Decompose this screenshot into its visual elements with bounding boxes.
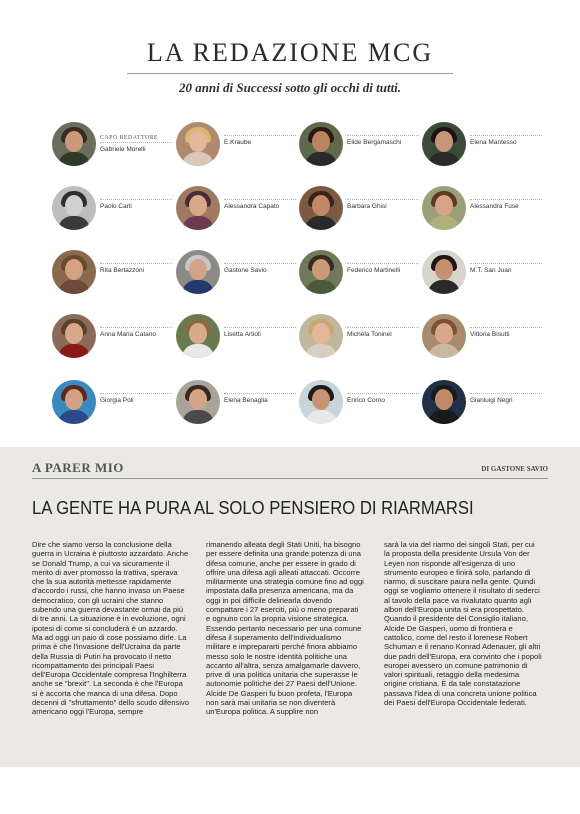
dotted-divider (470, 327, 542, 328)
staff-member (176, 122, 300, 168)
staff-member (299, 380, 423, 426)
staff-name: Giorgia Poli (100, 397, 134, 404)
avatar-face (435, 389, 453, 410)
dotted-divider (347, 327, 419, 328)
staff-member (422, 314, 546, 360)
section-title: A PARER MIO (32, 460, 124, 475)
dotted-divider (347, 393, 419, 394)
avatar-body (58, 152, 90, 166)
page-title: LA REDAZIONE MCG (146, 38, 434, 67)
staff-text (470, 393, 542, 405)
avatar (176, 314, 220, 358)
avatar-face (189, 389, 207, 410)
article-column-3: sarà la via del riarmo dei singoli Stati, per cui la proposta della presidente Ursula Von der Leyen non risponde all'esigenza di uno strumento europeo e finirà solo, parlando di riarmo, di suscitare paura nella gente. Quindi oggi se vogliamo ottenere il risultato di sederci al tavolo della pace va rivalutato quanto agli albori dell'Europa unita si era prospettato. Quando il presidente del Consiglio italiano, Alcide De Gasperi, uomo di frontiera e cattolico, come del resto il lorenese Robert Schuman e il renano Konrad Adenauer, gli altri due padri dell'Europa, era convinto che i popoli europei avessero un comune patrimonio di valori spirituali, retaggio della medesima origine cristiana. È da tale constatazione passava l'idea di una concreta unione politica dei Paesi dell'Europa Occidentale federati. (384, 540, 542, 708)
dotted-divider (100, 263, 172, 264)
staff-text (224, 263, 296, 275)
staff-name: Enrico Corno (347, 397, 385, 404)
dotted-divider (100, 142, 172, 143)
staff-name: Barbara Ghisi (347, 203, 387, 210)
dotted-divider (347, 263, 419, 264)
avatar-body (428, 344, 460, 358)
avatar-body (428, 216, 460, 230)
staff-member (422, 380, 546, 426)
avatar (176, 186, 220, 230)
avatar-face (189, 131, 207, 152)
avatar-body (428, 280, 460, 294)
avatar-face (189, 323, 207, 344)
staff-text (347, 199, 419, 211)
avatar (52, 122, 96, 166)
avatar-face (312, 389, 330, 410)
avatar (299, 122, 343, 166)
staff-name: Alessandra Fuse (470, 203, 519, 210)
avatar-body (182, 152, 214, 166)
title-divider (127, 73, 453, 74)
staff-text (347, 263, 419, 275)
article-column-2: rimanendo alleata degli Stati Uniti, ha bisogno per essere definita una grande potenza di una difesa comune, anche per essere in grado di offrire una difesa agli alleati attaccati. Occorre militarmente una strategia comune fino ad oggi impostata dalla presenza americana, ma da oggi in poi difficile delinearla dovendo compattare i 27 eserciti, più o meno preparati e ognuno con la propria visione strategica. Essendo pertanto necessario per una comune difesa il superamento dell'individualismo militare e imprepararti perché finora abbiamo messo solo le nostre identità politiche una accanto all'altra, senza amalgamarle davvero, prive di una politica unitaria che superasse le autonomie politiche dei 27 Paesi dell'Unione. Alcide De Gasperi fu buon profeta, l'Europa non sarà mai unitaria se non diventerà un'Europa politica. A supplire non (206, 540, 364, 717)
avatar (422, 122, 466, 166)
staff-member (422, 122, 546, 168)
staff-member (176, 380, 300, 426)
staff-text (100, 134, 172, 154)
dotted-divider (224, 327, 296, 328)
avatar-face (65, 195, 83, 216)
staff-text (224, 393, 296, 405)
avatar-body (428, 152, 460, 166)
avatar-face (189, 195, 207, 216)
avatar (176, 122, 220, 166)
staff-name: Federico Martinelli (347, 267, 401, 274)
staff-name: M.T. San Juan (470, 267, 512, 274)
staff-name: Paolo Carli (100, 203, 132, 210)
staff-text (224, 135, 296, 147)
staff-member (52, 250, 176, 296)
staff-text (100, 263, 172, 275)
avatar-body (428, 410, 460, 424)
avatar-face (189, 259, 207, 280)
staff-name: Elena Mantesso (470, 139, 517, 146)
dotted-divider (470, 393, 542, 394)
staff-name: Rita Bertazzoni (100, 267, 145, 274)
dotted-divider (100, 327, 172, 328)
dotted-divider (224, 393, 296, 394)
section-divider (32, 478, 548, 479)
dotted-divider (224, 135, 296, 136)
staff-name: Gabriele Morelli (100, 146, 146, 153)
avatar-body (58, 216, 90, 230)
staff-member (176, 250, 300, 296)
dotted-divider (100, 199, 172, 200)
dotted-divider (224, 263, 296, 264)
staff-name: Anna Maria Catano (100, 331, 157, 338)
avatar-body (305, 152, 337, 166)
avatar-face (65, 259, 83, 280)
staff-name: Michela Toninel (347, 331, 392, 338)
staff-member (299, 122, 423, 168)
staff-name: Elide Bergamaschi (347, 139, 402, 146)
avatar-body (58, 410, 90, 424)
avatar-face (435, 323, 453, 344)
dotted-divider (224, 199, 296, 200)
avatar-body (305, 410, 337, 424)
avatar-body (58, 280, 90, 294)
staff-text (470, 263, 542, 275)
avatar-body (305, 344, 337, 358)
dotted-divider (470, 135, 542, 136)
staff-member (176, 186, 300, 232)
staff-member (422, 186, 546, 232)
avatar (52, 314, 96, 358)
avatar (299, 380, 343, 424)
staff-text (347, 135, 419, 147)
avatar-face (65, 389, 83, 410)
staff-member (52, 314, 176, 360)
avatar-face (435, 195, 453, 216)
avatar-body (182, 280, 214, 294)
staff-name: Gianluigi Negri (470, 397, 513, 404)
avatar (299, 250, 343, 294)
staff-member (52, 186, 176, 232)
dotted-divider (470, 263, 542, 264)
avatar-face (435, 131, 453, 152)
avatar (52, 380, 96, 424)
avatar-body (58, 344, 90, 358)
staff-member (52, 380, 176, 426)
staff-text (470, 135, 542, 147)
staff-text (347, 393, 419, 405)
staff-role: CAPO REDATTORE (100, 135, 158, 141)
article-headline: LA GENTE HA PURA AL SOLO PENSIERO DI RIARMARSI (32, 497, 474, 518)
dotted-divider (347, 135, 419, 136)
staff-text (224, 327, 296, 339)
dotted-divider (347, 199, 419, 200)
staff-name: E.Kraube (224, 139, 252, 146)
byline: DI GASTONE SAVIO (481, 465, 548, 473)
avatar-body (182, 410, 214, 424)
staff-text (470, 327, 542, 339)
avatar (299, 186, 343, 230)
staff-text (100, 327, 172, 339)
staff-name: Lisetta Artioli (224, 331, 261, 338)
dotted-divider (100, 393, 172, 394)
staff-text (100, 393, 172, 405)
staff-member (422, 250, 546, 296)
staff-member (299, 186, 423, 232)
avatar (422, 186, 466, 230)
article-column-1: Dire che siamo verso la conclusione della guerra in Ucraina è piuttosto azzardato. Anche se Donald Trump, a cui va sicuramente il merito di aver promosso la trattiva, sperava che la sua autorità mettesse rapidamente d'accordo i russi, che hanno invaso un Paese democratico, con gli ucraini che stanno subendo una guerra devastante ormai da più di tre anni. La situazione è in evoluzione, ogni ipotesi di come si concluderà è un azzardo. Ma ad oggi un paio di cose possiamo dirle. La prima è che l'invasione dell'Ucraina da parte della Russia di Putin ha provocato il netto ricompattamento dei principali Paesi dell'Europa Occidentale compresa l'Inghilterra anche se "brexit". La seconda è che l'Europa si è accorta che manca di una difesa. Dopo decenni di "sfruttamento" dello scudo difensivo americano oggi l'Europa, sempre (32, 540, 189, 717)
avatar-face (312, 323, 330, 344)
avatar-body (182, 344, 214, 358)
tagline: 20 anni di Successi sotto gli occhi di tutti. (178, 80, 402, 95)
avatar (52, 186, 96, 230)
avatar (299, 314, 343, 358)
staff-member (299, 250, 423, 296)
avatar (422, 314, 466, 358)
dotted-divider (470, 199, 542, 200)
staff-member (299, 314, 423, 360)
avatar (422, 380, 466, 424)
avatar-face (312, 131, 330, 152)
avatar-face (435, 259, 453, 280)
staff-name: Vittoria Bisutti (470, 331, 510, 338)
staff-text (100, 199, 172, 211)
avatar-body (182, 216, 214, 230)
staff-text (224, 199, 296, 211)
staff-member (176, 314, 300, 360)
avatar (176, 380, 220, 424)
avatar-face (312, 259, 330, 280)
avatar-face (65, 323, 83, 344)
staff-name: Elena Benaglia (224, 397, 268, 404)
avatar (52, 250, 96, 294)
staff-name: Gastone Savio (224, 267, 267, 274)
avatar-body (305, 280, 337, 294)
avatar (422, 250, 466, 294)
staff-text (470, 199, 542, 211)
avatar (176, 250, 220, 294)
staff-text (347, 327, 419, 339)
avatar-face (312, 195, 330, 216)
staff-member (52, 122, 176, 168)
staff-name: Alessandra Capato (224, 203, 280, 210)
avatar-body (305, 216, 337, 230)
avatar-face (65, 131, 83, 152)
